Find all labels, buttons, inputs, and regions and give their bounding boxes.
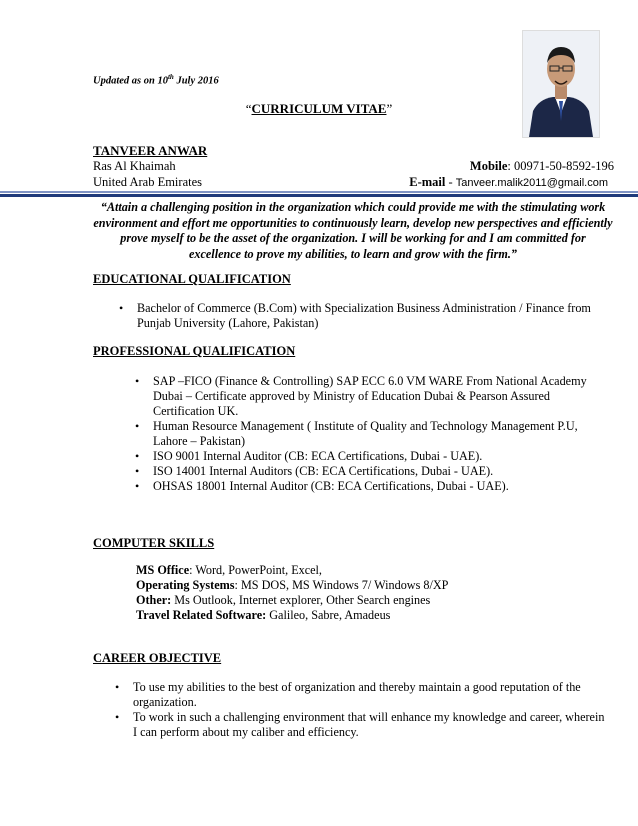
- profile-photo: [522, 30, 600, 138]
- mobile-number: Mobile: 00971-50-8592-196: [469, 159, 614, 173]
- education-heading: EDUCATIONAL QUALIFICATION: [93, 272, 291, 286]
- career-list: [115, 680, 605, 740]
- list-item: • ISO 14001 Internal Auditors (CB: ECA Certifications, Dubai - UAE).: [135, 464, 605, 479]
- header-rule-bottom: [0, 194, 638, 197]
- address-city: Ras Al Khaimah: [93, 159, 176, 173]
- list-item: • OHSAS 18001 Internal Auditor (CB: ECA Certifications, Dubai - UAE).: [135, 479, 605, 494]
- list-item: • To use my abilities to the best of organization and thereby maintain a good reputation of the organization.: [115, 680, 605, 710]
- email-address: E-mail - Tanveer.malik2011@gmail.com: [409, 175, 608, 189]
- skill-ms-office: MS Office: Word, PowerPoint, Excel,: [136, 563, 322, 577]
- list-item: • To work in such a challenging environment that will enhance my knowledge and career, wherein I can perform about my caliber and efficiency.: [115, 710, 605, 740]
- skills-heading: COMPUTER SKILLS: [93, 536, 215, 550]
- career-heading: CAREER OBJECTIVE: [93, 651, 222, 665]
- education-list: [119, 301, 609, 331]
- document-title: “CURRICULUM VITAE”: [245, 101, 393, 116]
- updated-date: Updated as on 10th July 2016: [93, 73, 219, 87]
- professional-heading: PROFESSIONAL QUALIFICATION: [93, 344, 296, 358]
- candidate-name: TANVEER ANWAR: [93, 143, 208, 158]
- list-item: • ISO 9001 Internal Auditor (CB: ECA Certifications, Dubai - UAE).: [135, 449, 605, 464]
- skill-travel-software: Travel Related Software: Galileo, Sabre, Amadeus: [136, 608, 391, 622]
- list-item: • Human Resource Management ( Institute of Quality and Technology Management P.U, Lahore – Pakistan): [135, 419, 605, 449]
- list-item: • Bachelor of Commerce (B.Com) with Specialization Business Administration / Finance from Punjab University (Lahore, Pakistan): [119, 301, 609, 331]
- professional-list: [135, 374, 605, 494]
- list-item: • SAP –FICO (Finance & Controlling) SAP ECC 6.0 VM WARE From National Academy Dubai – Certificate approved by Ministry of Education Dubai & Pearson Assured Certification UK.: [135, 374, 605, 419]
- address-country: United Arab Emirates: [93, 175, 202, 189]
- header-rule-top: [0, 191, 638, 193]
- skill-other: Other: Ms Outlook, Internet explorer, Other Search engines: [136, 593, 431, 607]
- objective-statement: “Attain a challenging position in the organization which could provide me with the stimulating work environment and effort me opportunities to continuously learn, develop new perspectives and efficiently prove myself to be the asset of the organization. I will be working for and I am committed for excellence to prove my abilities, to learn and grow with the firm.”: [93, 200, 613, 261]
- skill-operating-systems: Operating Systems: MS DOS, MS Windows 7/ Windows 8/XP: [136, 578, 449, 592]
